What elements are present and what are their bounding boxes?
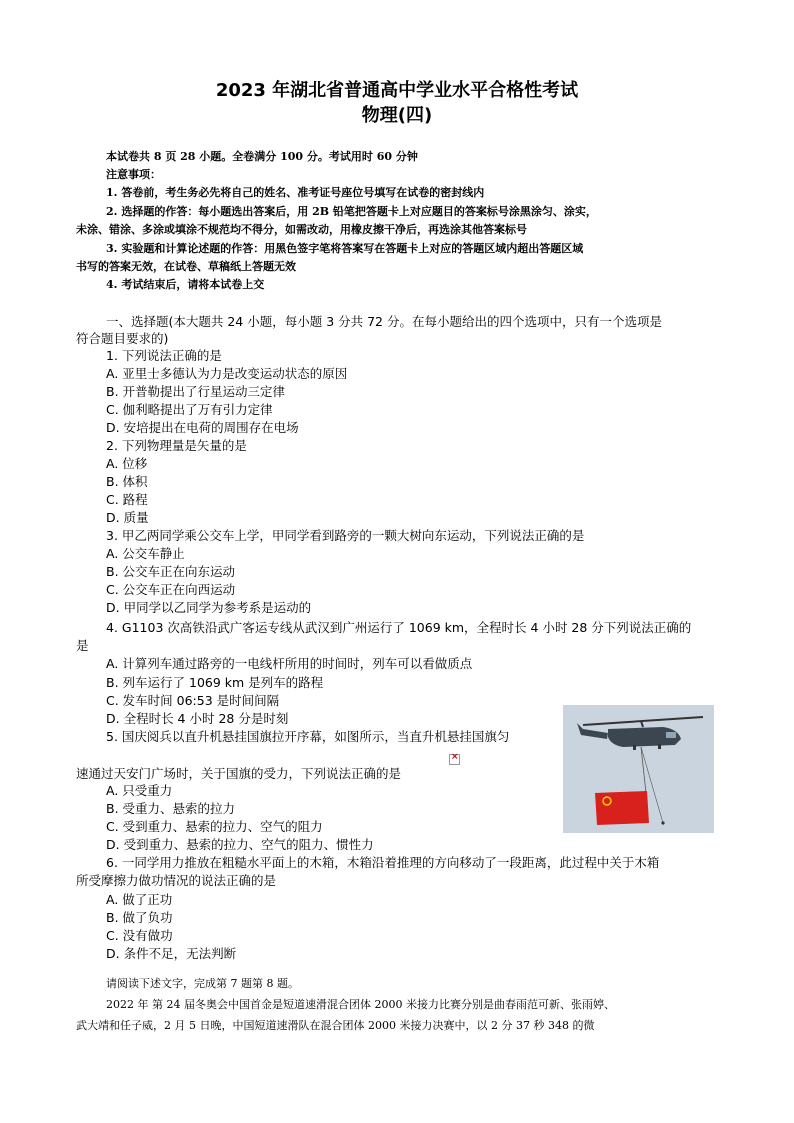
- exam-subtitle: 物理(四): [361, 105, 433, 126]
- question-5-option-c: C. 受到重力、悬索的拉力、空气的阻力: [106, 819, 323, 834]
- reading-paragraph-line1: 2022 年 第 24 届冬奥会中国首金是短道速滑混合团体 2000 米接力比赛分别是曲春雨范可新、张雨婷、: [106, 998, 615, 1011]
- question-3-option-a: A. 公交车静止: [106, 546, 185, 561]
- question-2-option-d: D. 质量: [106, 510, 149, 525]
- question-3-option-c: C. 公交车正在向西运动: [106, 582, 236, 597]
- section-heading-line1: 一、选择题(本大题共 24 小题，每小题 3 分共 72 分。在每小题给出的四个选项中，只有一个选项是: [106, 314, 662, 329]
- question-2-option-a: A. 位移: [106, 456, 148, 471]
- question-3-option-d: D. 甲同学以乙同学为参考系是运动的: [106, 600, 312, 615]
- notice-item-3-line1: 3. 实验题和计算论述题的作答：用黑色签字笔将答案写在答题卡上对应的答题区域内超出答题区域: [106, 242, 584, 255]
- question-2-stem: 2. 下列物理量是矢量的是: [106, 438, 247, 453]
- question-3-stem: 3. 甲乙两同学乘公交车上学，甲同学看到路旁的一颗大树向东运动，下列说法正确的是: [106, 528, 585, 543]
- notice-item-4: 4. 考试结束后，请将本试卷上交: [106, 278, 265, 291]
- helicopter-flag-figure: [563, 705, 714, 833]
- question-4-stem-line2: 是: [76, 638, 89, 653]
- question-6-option-d: D. 条件不足，无法判断: [106, 946, 237, 961]
- question-6-option-b: B. 做了负功: [106, 910, 173, 925]
- question-6-option-a: A. 做了正功: [106, 892, 173, 907]
- question-5-option-d: D. 受到重力、悬索的拉力、空气的阻力、惯性力: [106, 837, 374, 852]
- notice-item-3-line2: 书写的答案无效，在试卷、草稿纸上答题无效: [76, 260, 296, 273]
- question-4-option-a: A. 计算列车通过路旁的一电线杆所用的时间时，列车可以看做质点: [106, 656, 473, 671]
- exam-title: 2023 年湖北省普通高中学业水平合格性考试: [215, 80, 579, 101]
- question-1-option-d: D. 安培提出在电荷的周围存在电场: [106, 420, 299, 435]
- question-4-option-b: B. 列车运行了 1069 km 是列车的路程: [106, 675, 324, 690]
- question-6-stem-line2: 所受摩擦力做功情况的说法正确的是: [76, 873, 277, 888]
- question-4-stem-line1: 4. G1103 次高铁沿武广客运专线从武汉到广州运行了 1069 km，全程时长 4 小时 28 分下列说法正确的: [106, 620, 692, 635]
- flag-icon: [595, 791, 649, 825]
- question-1-stem: 1. 下列说法正确的是: [106, 348, 222, 363]
- question-5-stem-line1: 5. 国庆阅兵以直升机悬挂国旗拉开序幕，如图所示，当直升机悬挂国旗匀: [106, 729, 510, 744]
- reading-paragraph-line2: 武大靖和任子威，2 月 5 日晚，中国短道速滑队在混合团体 2000 米接力决赛中，以 2 分 37 秒 348 的微: [76, 1019, 595, 1032]
- question-5-stem-line2: 速通过天安门广场时，关于国旗的受力，下列说法正确的是: [76, 766, 402, 781]
- question-6-stem-line1: 6. 一同学用力推放在粗糙水平面上的木箱，木箱沿着推理的方向移动了一段距离，此过程中关于木箱: [106, 855, 660, 870]
- reading-lead: 请阅读下述文字，完成第 7 题第 8 题。: [106, 977, 299, 990]
- notice-item-2-line1: 2. 选择题的作答：每小题选出答案后，用 2B 铅笔把答题卡上对应题目的答案标号涂黑涂匀、涂实，: [106, 205, 597, 218]
- question-1-option-a: A. 亚里士多德认为力是改变运动状态的原因: [106, 366, 348, 381]
- section-heading-line2: 符合题目要求的): [76, 331, 169, 346]
- question-4-option-c: C. 发车时间 06:53 是时间间隔: [106, 693, 280, 708]
- question-4-option-d: D. 全程时长 4 小时 28 分是时刻: [106, 711, 289, 726]
- question-2-option-c: C. 路程: [106, 492, 148, 507]
- notice-heading: 注意事项：: [106, 168, 161, 181]
- broken-image-icon: ×: [449, 754, 460, 765]
- question-6-option-c: C. 没有做功: [106, 928, 173, 943]
- notice-item-1: 1. 答卷前，考生务必先将自己的姓名、准考证号座位号填写在试卷的密封线内: [106, 186, 485, 199]
- question-5-option-a: A. 只受重力: [106, 783, 173, 798]
- question-1-option-c: C. 伽利略提出了万有引力定律: [106, 402, 273, 417]
- question-2-option-b: B. 体积: [106, 474, 148, 489]
- question-1-option-b: B. 开普勒提出了行星运动三定律: [106, 384, 286, 399]
- question-3-option-b: B. 公交车正在向东运动: [106, 564, 236, 579]
- question-5-option-b: B. 受重力、悬索的拉力: [106, 801, 236, 816]
- notice-item-2-line2: 未涂、错涂、多涂或填涂不规范均不得分，如需改动，用橡皮擦干净后，再选涂其他答案标号: [76, 223, 527, 236]
- intro-line: 本试卷共 8 页 28 小题。全卷满分 100 分。考试用时 60 分钟: [106, 150, 418, 163]
